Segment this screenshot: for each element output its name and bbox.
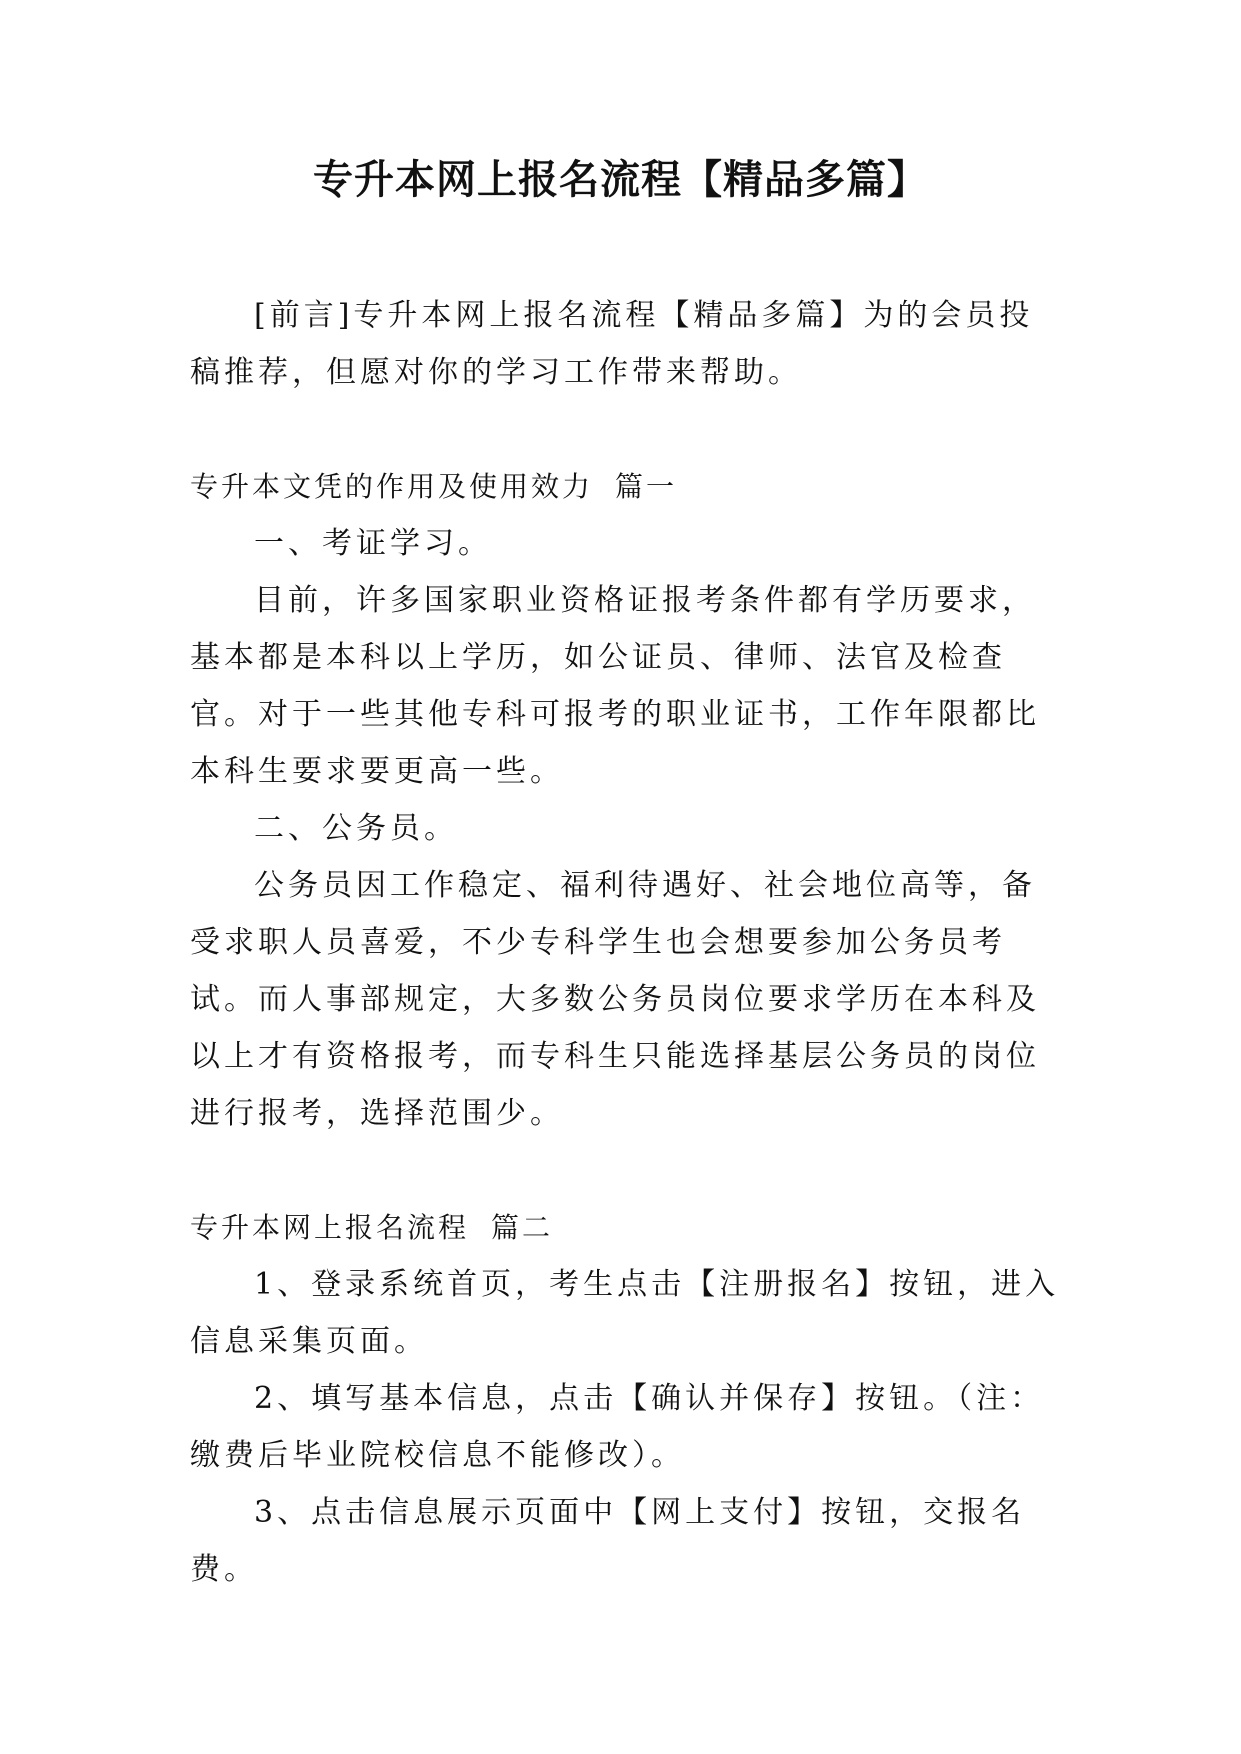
section-1-paragraph-3: 二、公务员。 <box>254 811 458 846</box>
section-1-paragraph-2: 目前，许多国家职业资格证报考条件都有学历要求，基本都是本科以上学历，如公证员、律师、法官及检查官。对于一些其他专科可报考的职业证书，工作年限都比本科生要求要更高一些。 <box>190 583 1040 789</box>
document-body <box>190 287 1060 1598</box>
document-title: 专升本网上报名流程【精品多篇】 <box>313 157 928 203</box>
preface-paragraph: [前言]专升本网上报名流程【精品多篇】为的会员投稿推荐，但愿对你的学习工作带来帮助。 <box>190 298 1034 390</box>
section-heading-2 <box>190 1199 1060 1256</box>
section-heading-1-text: 专升本文凭的作用及使用效力 <box>190 470 594 503</box>
section-heading-2-part: 篇二 <box>491 1211 554 1244</box>
section-2-paragraph-2: 2、填写基本信息，点击【确认并保存】按钮。（注：缴费后毕业院校信息不能修改）。 <box>190 1381 1045 1473</box>
section-heading-2-text: 专升本网上报名流程 <box>190 1211 470 1244</box>
section-2-paragraph-1: 1、登录系统首页，考生点击【注册报名】按钮，进入信息采集页面。 <box>190 1267 1060 1359</box>
section-2-paragraph-3: 3、点击信息展示页面中【网上支付】按钮，交报名费。 <box>190 1495 1026 1587</box>
section-1-paragraph-4: 公务员因工作稳定、福利待遇好、社会地位高等，备受求职人员喜爱，不少专科学生也会想要参加公务员考试。而人事部规定，大多数公务员岗位要求学历在本科及以上才有资格报考，而专科生只能选择基层公务员的岗位进行报考，选择范围少。 <box>190 868 1040 1131</box>
section-heading-1 <box>190 458 1060 515</box>
section-heading-1-part: 篇一 <box>615 470 678 503</box>
section-1-paragraph-1: 一、考证学习。 <box>254 526 492 561</box>
